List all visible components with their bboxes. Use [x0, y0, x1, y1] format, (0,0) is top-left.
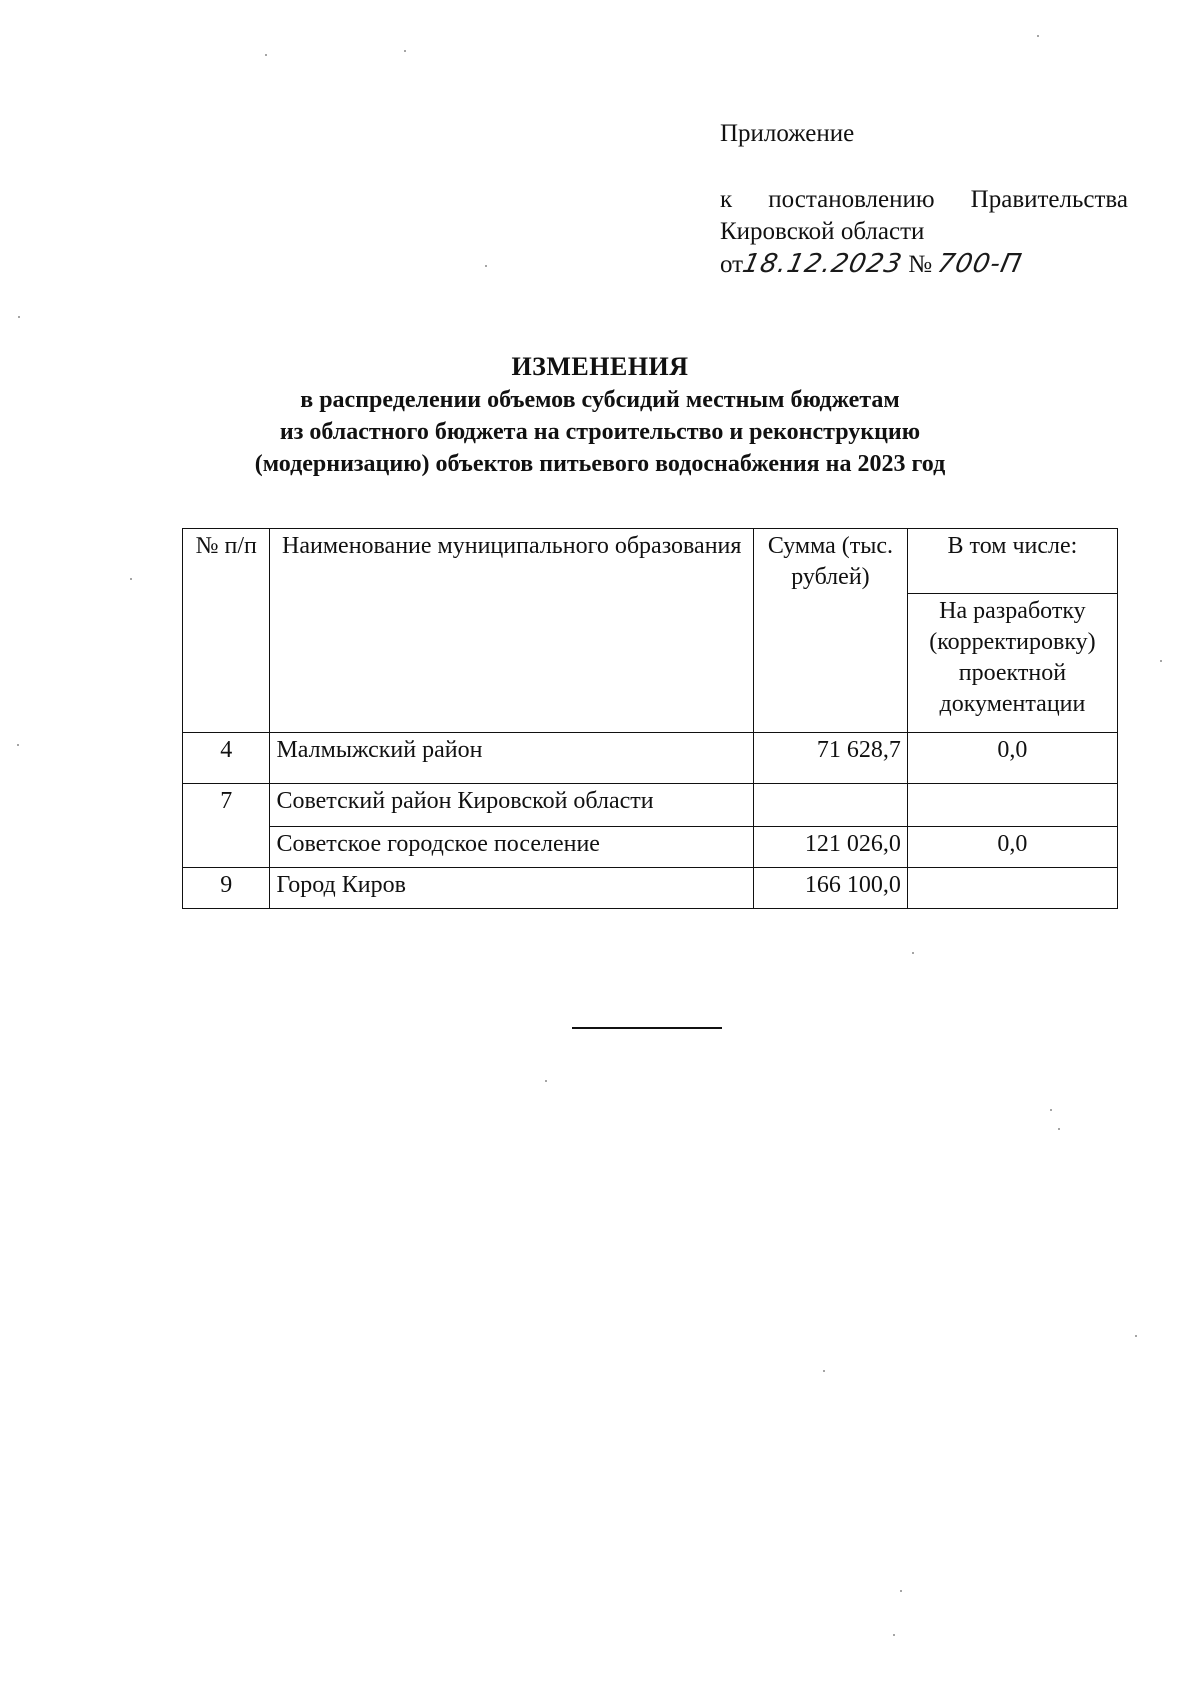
handwritten-date: 18.12.2023 [739, 249, 906, 279]
row-name: Малмыжский район [270, 733, 754, 784]
table-row [183, 827, 1118, 868]
scan-speck [900, 1590, 902, 1592]
title-line-1: в распределении объемов субсидий местным бюджетам [300, 387, 900, 413]
appendix-number-sign: № [908, 251, 933, 278]
scan-speck [265, 54, 267, 56]
row-sum: 121 026,0 [754, 827, 908, 868]
table-row [183, 733, 1118, 784]
appendix-date-prefix: от [720, 251, 744, 278]
scan-speck [1037, 35, 1039, 37]
scan-speck [130, 578, 132, 580]
scan-speck [545, 1080, 547, 1082]
table-row [183, 784, 1118, 827]
scan-speck [912, 952, 914, 954]
subsidy-table [182, 528, 1118, 909]
row-sum: 71 628,7 [754, 733, 908, 784]
row-design: 0,0 [907, 827, 1117, 868]
title-line-2: из областного бюджета на строительство и реконструкцию [279, 419, 921, 445]
row-num: 9 [183, 868, 270, 909]
row-name: Советское городское поселение [270, 827, 754, 868]
header-num: № п/п [183, 529, 270, 733]
header-design: На разработку (корректировку) проектной документации [907, 594, 1117, 733]
row-design [907, 868, 1117, 909]
scan-speck [404, 50, 406, 52]
scan-speck [17, 744, 19, 746]
appendix-region: Кировской области [720, 218, 925, 245]
appendix-resolution-line [720, 184, 1128, 216]
row-name: Город Киров [270, 868, 754, 909]
end-divider [572, 1027, 722, 1029]
appendix-date-number [720, 248, 1160, 281]
scan-speck [18, 316, 20, 318]
row-sum: 166 100,0 [754, 868, 908, 909]
scan-speck [1050, 1109, 1052, 1111]
row-design: 0,0 [907, 733, 1117, 784]
table-row [183, 868, 1118, 909]
appendix-word-government: Правительства [970, 186, 1128, 213]
appendix-title: Приложение [720, 120, 855, 147]
handwritten-number: 700-П [935, 249, 1026, 279]
row-name: Советский район Кировской области [270, 784, 754, 827]
appendix-word-resolution: постановлению [768, 186, 935, 213]
header-sum: Сумма (тыс. рублей) [754, 529, 908, 733]
table-header-row [183, 529, 1118, 594]
row-num: 7 [183, 784, 270, 868]
appendix-word-k: к [720, 186, 733, 213]
scan-speck [893, 1634, 895, 1636]
title-main: ИЗМЕНЕНИЯ [511, 352, 689, 381]
scan-speck [485, 265, 487, 267]
scan-speck [1160, 660, 1162, 662]
header-including: В том числе: [907, 529, 1117, 594]
row-sum [754, 784, 908, 827]
title-line-3: (модернизацию) объектов питьевого водоснабжения на 2023 год [254, 451, 946, 477]
appendix-block [720, 118, 1160, 281]
scan-speck [1135, 1335, 1137, 1337]
row-num: 4 [183, 733, 270, 784]
scan-speck [823, 1370, 825, 1372]
row-design [907, 784, 1117, 827]
document-title [100, 350, 1100, 480]
header-name: Наименование муниципального образования [270, 529, 754, 733]
scan-speck [1058, 1128, 1060, 1130]
